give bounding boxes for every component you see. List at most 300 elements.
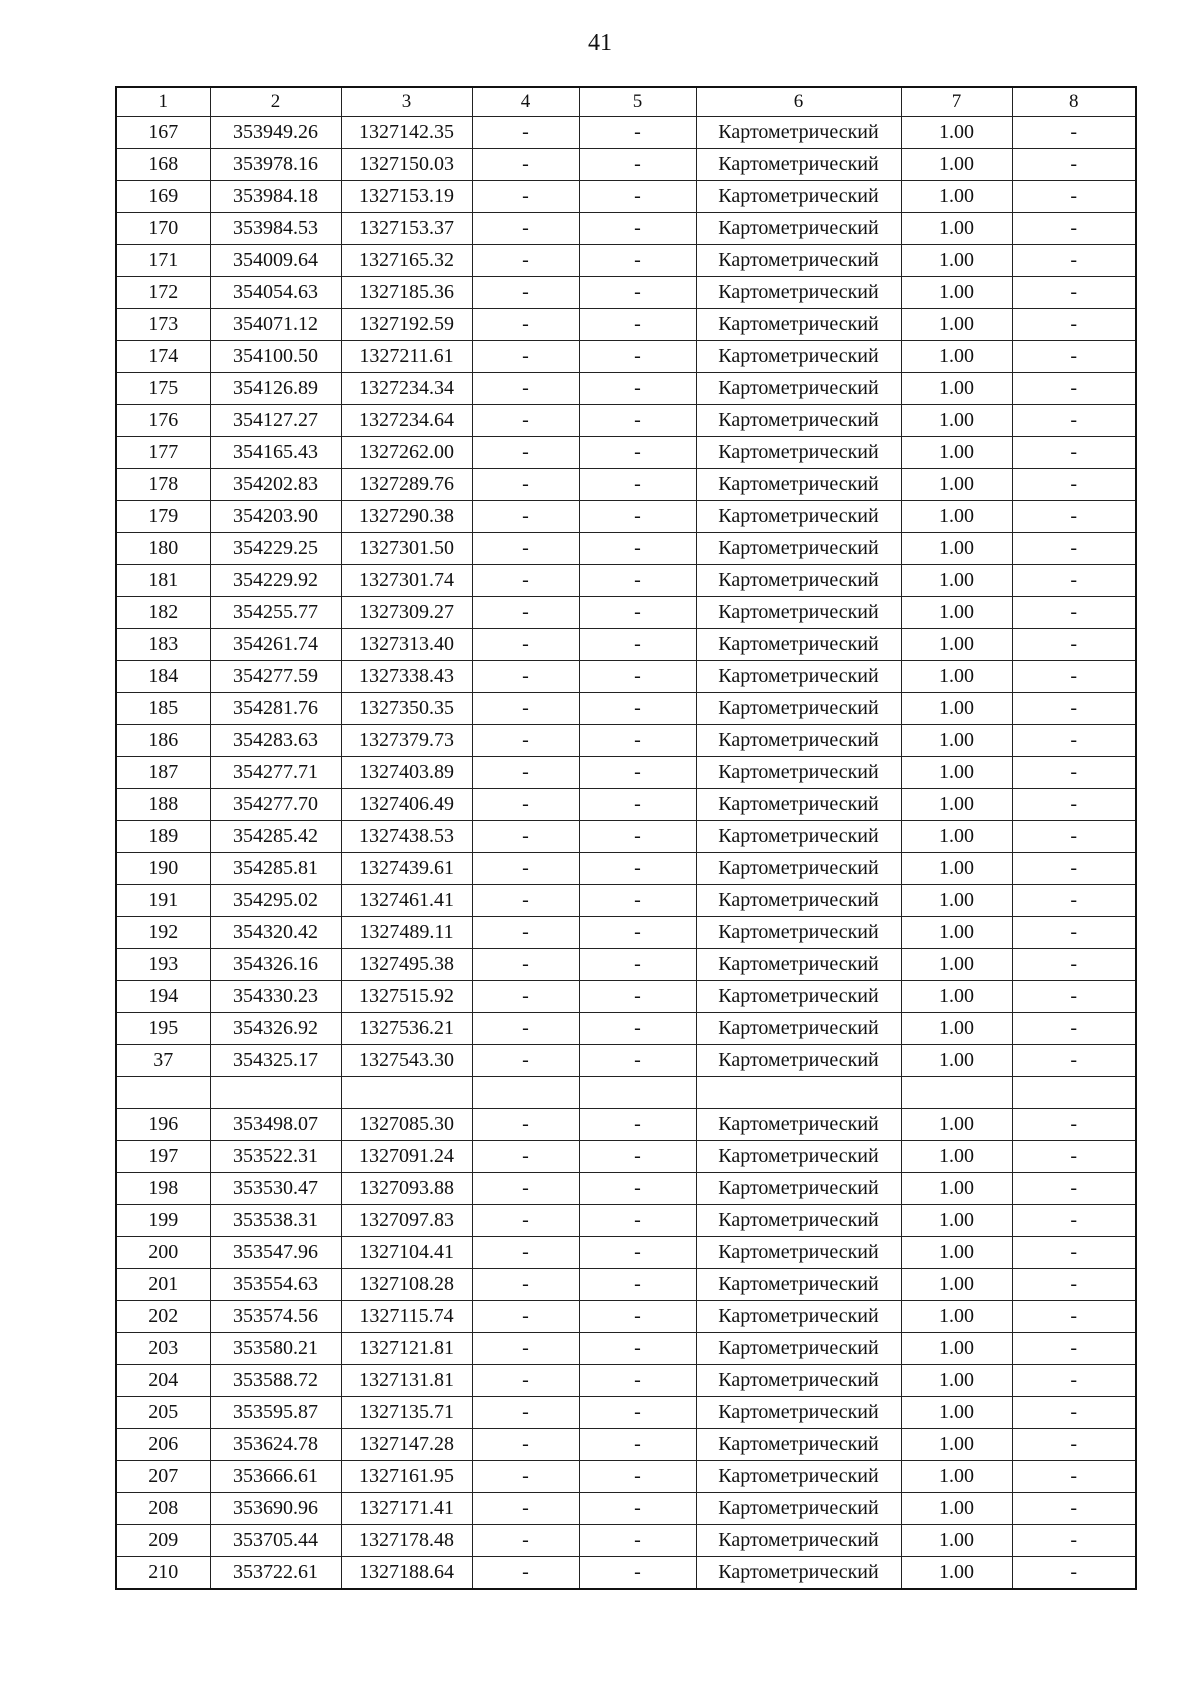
- table-row: [116, 885, 1136, 917]
- table-row: [116, 341, 1136, 373]
- x-coordinate-cell: 354285.42: [210, 821, 341, 853]
- accuracy-cell: 1.00: [901, 757, 1012, 789]
- y-coordinate-cell: 1327350.35: [341, 693, 472, 725]
- col4-cell: -: [472, 1429, 579, 1461]
- x-coordinate-cell: 354165.43: [210, 437, 341, 469]
- method-cell: Картометрический: [696, 885, 901, 917]
- accuracy-cell: 1.00: [901, 885, 1012, 917]
- method-cell: Картометрический: [696, 981, 901, 1013]
- accuracy-cell: 1.00: [901, 1333, 1012, 1365]
- table-row: [116, 373, 1136, 405]
- col4-cell: -: [472, 1525, 579, 1557]
- y-coordinate-cell: 1327085.30: [341, 1109, 472, 1141]
- point-number-cell: 177: [116, 437, 210, 469]
- col4-cell: -: [472, 469, 579, 501]
- col4-cell: -: [472, 1493, 579, 1525]
- table-row: [116, 821, 1136, 853]
- x-coordinate-cell: 354277.59: [210, 661, 341, 693]
- y-coordinate-cell: [341, 1077, 472, 1109]
- col8-cell: -: [1012, 1109, 1136, 1141]
- method-cell: Картометрический: [696, 181, 901, 213]
- point-number-cell: [116, 1077, 210, 1109]
- point-number-cell: 209: [116, 1525, 210, 1557]
- accuracy-cell: 1.00: [901, 1269, 1012, 1301]
- y-coordinate-cell: 1327185.36: [341, 277, 472, 309]
- point-number-cell: 169: [116, 181, 210, 213]
- col4-cell: -: [472, 917, 579, 949]
- point-number-cell: 195: [116, 1013, 210, 1045]
- method-cell: Картометрический: [696, 1013, 901, 1045]
- method-cell: Картометрический: [696, 1301, 901, 1333]
- table-row: [116, 277, 1136, 309]
- col4-cell: -: [472, 1141, 579, 1173]
- point-number-cell: 167: [116, 117, 210, 149]
- accuracy-cell: 1.00: [901, 1365, 1012, 1397]
- method-cell: Картометрический: [696, 1109, 901, 1141]
- method-cell: Картометрический: [696, 1141, 901, 1173]
- table-row: [116, 597, 1136, 629]
- point-number-cell: 198: [116, 1173, 210, 1205]
- point-number-cell: 197: [116, 1141, 210, 1173]
- table-row: [116, 181, 1136, 213]
- accuracy-cell: 1.00: [901, 1173, 1012, 1205]
- col4-cell: -: [472, 1013, 579, 1045]
- method-cell: Картометрический: [696, 245, 901, 277]
- col8-cell: [1012, 1077, 1136, 1109]
- x-coordinate-cell: 354054.63: [210, 277, 341, 309]
- col8-cell: -: [1012, 341, 1136, 373]
- method-cell: Картометрический: [696, 437, 901, 469]
- table-row: [116, 853, 1136, 885]
- method-cell: Картометрический: [696, 1397, 901, 1429]
- col4-cell: -: [472, 725, 579, 757]
- col5-cell: -: [579, 341, 696, 373]
- col8-cell: -: [1012, 789, 1136, 821]
- col5-cell: -: [579, 277, 696, 309]
- col5-cell: -: [579, 1173, 696, 1205]
- method-cell: Картометрический: [696, 341, 901, 373]
- col4-cell: -: [472, 181, 579, 213]
- col8-cell: -: [1012, 597, 1136, 629]
- point-number-cell: 210: [116, 1557, 210, 1590]
- x-coordinate-cell: 353978.16: [210, 149, 341, 181]
- accuracy-cell: 1.00: [901, 1397, 1012, 1429]
- col4-cell: -: [472, 1333, 579, 1365]
- accuracy-cell: 1.00: [901, 853, 1012, 885]
- col8-cell: -: [1012, 1269, 1136, 1301]
- table-row: [116, 1205, 1136, 1237]
- method-cell: Картометрический: [696, 853, 901, 885]
- col5-cell: -: [579, 853, 696, 885]
- col4-cell: -: [472, 789, 579, 821]
- point-number-cell: 175: [116, 373, 210, 405]
- col4-cell: -: [472, 1237, 579, 1269]
- accuracy-cell: 1.00: [901, 469, 1012, 501]
- method-cell: Картометрический: [696, 1269, 901, 1301]
- y-coordinate-cell: 1327403.89: [341, 757, 472, 789]
- column-header: 2: [210, 87, 341, 117]
- col4-cell: -: [472, 117, 579, 149]
- col5-cell: -: [579, 1525, 696, 1557]
- table-row: [116, 565, 1136, 597]
- accuracy-cell: 1.00: [901, 373, 1012, 405]
- col4-cell: -: [472, 853, 579, 885]
- col8-cell: -: [1012, 1301, 1136, 1333]
- method-cell: Картометрический: [696, 1429, 901, 1461]
- col8-cell: -: [1012, 1205, 1136, 1237]
- accuracy-cell: 1.00: [901, 661, 1012, 693]
- col8-cell: -: [1012, 213, 1136, 245]
- col5-cell: -: [579, 1045, 696, 1077]
- accuracy-cell: 1.00: [901, 501, 1012, 533]
- column-header: 4: [472, 87, 579, 117]
- col4-cell: -: [472, 213, 579, 245]
- col5-cell: -: [579, 629, 696, 661]
- col8-cell: -: [1012, 949, 1136, 981]
- col8-cell: -: [1012, 277, 1136, 309]
- method-cell: Картометрический: [696, 149, 901, 181]
- table-row: [116, 981, 1136, 1013]
- col5-cell: -: [579, 117, 696, 149]
- method-cell: Картометрический: [696, 469, 901, 501]
- col5-cell: -: [579, 469, 696, 501]
- accuracy-cell: 1.00: [901, 1013, 1012, 1045]
- column-header: 3: [341, 87, 472, 117]
- method-cell: Картометрический: [696, 629, 901, 661]
- col4-cell: -: [472, 1173, 579, 1205]
- accuracy-cell: 1.00: [901, 725, 1012, 757]
- y-coordinate-cell: 1327171.41: [341, 1493, 472, 1525]
- accuracy-cell: 1.00: [901, 341, 1012, 373]
- col4-cell: -: [472, 405, 579, 437]
- x-coordinate-cell: 353522.31: [210, 1141, 341, 1173]
- y-coordinate-cell: 1327515.92: [341, 981, 472, 1013]
- accuracy-cell: 1.00: [901, 917, 1012, 949]
- method-cell: Картометрический: [696, 949, 901, 981]
- x-coordinate-cell: 354281.76: [210, 693, 341, 725]
- col4-cell: -: [472, 1301, 579, 1333]
- method-cell: Картометрический: [696, 1173, 901, 1205]
- column-header: 7: [901, 87, 1012, 117]
- table-row: [116, 1429, 1136, 1461]
- col4-cell: -: [472, 245, 579, 277]
- col8-cell: -: [1012, 693, 1136, 725]
- y-coordinate-cell: 1327178.48: [341, 1525, 472, 1557]
- col5-cell: -: [579, 661, 696, 693]
- col8-cell: -: [1012, 821, 1136, 853]
- col8-cell: -: [1012, 181, 1136, 213]
- col5-cell: -: [579, 789, 696, 821]
- method-cell: Картометрический: [696, 693, 901, 725]
- y-coordinate-cell: 1327461.41: [341, 885, 472, 917]
- x-coordinate-cell: 354320.42: [210, 917, 341, 949]
- method-cell: [696, 1077, 901, 1109]
- method-cell: Картометрический: [696, 789, 901, 821]
- point-number-cell: 171: [116, 245, 210, 277]
- col8-cell: -: [1012, 725, 1136, 757]
- table-row: [116, 661, 1136, 693]
- method-cell: Картометрический: [696, 117, 901, 149]
- col8-cell: -: [1012, 245, 1136, 277]
- col4-cell: -: [472, 1365, 579, 1397]
- col5-cell: -: [579, 949, 696, 981]
- col4-cell: -: [472, 1557, 579, 1590]
- accuracy-cell: 1.00: [901, 1429, 1012, 1461]
- column-header: 6: [696, 87, 901, 117]
- x-coordinate-cell: 354127.27: [210, 405, 341, 437]
- y-coordinate-cell: 1327093.88: [341, 1173, 472, 1205]
- point-number-cell: 170: [116, 213, 210, 245]
- col4-cell: -: [472, 757, 579, 789]
- col8-cell: -: [1012, 629, 1136, 661]
- y-coordinate-cell: 1327309.27: [341, 597, 472, 629]
- table-row: [116, 1045, 1136, 1077]
- point-number-cell: 196: [116, 1109, 210, 1141]
- col4-cell: -: [472, 661, 579, 693]
- x-coordinate-cell: 354277.71: [210, 757, 341, 789]
- y-coordinate-cell: 1327192.59: [341, 309, 472, 341]
- col4-cell: -: [472, 1269, 579, 1301]
- col4-cell: -: [472, 885, 579, 917]
- accuracy-cell: 1.00: [901, 1141, 1012, 1173]
- x-coordinate-cell: 354330.23: [210, 981, 341, 1013]
- y-coordinate-cell: 1327188.64: [341, 1557, 472, 1590]
- col8-cell: -: [1012, 501, 1136, 533]
- table-row: [116, 1237, 1136, 1269]
- x-coordinate-cell: 354203.90: [210, 501, 341, 533]
- accuracy-cell: 1.00: [901, 533, 1012, 565]
- point-number-cell: 176: [116, 405, 210, 437]
- col8-cell: -: [1012, 661, 1136, 693]
- col4-cell: [472, 1077, 579, 1109]
- col5-cell: -: [579, 885, 696, 917]
- col5-cell: -: [579, 1301, 696, 1333]
- col5-cell: -: [579, 757, 696, 789]
- x-coordinate-cell: 354277.70: [210, 789, 341, 821]
- col4-cell: -: [472, 1045, 579, 1077]
- col8-cell: -: [1012, 1013, 1136, 1045]
- x-coordinate-cell: 354285.81: [210, 853, 341, 885]
- method-cell: Картометрический: [696, 1365, 901, 1397]
- accuracy-cell: 1.00: [901, 949, 1012, 981]
- table-row: [116, 1333, 1136, 1365]
- y-coordinate-cell: 1327121.81: [341, 1333, 472, 1365]
- y-coordinate-cell: 1327406.49: [341, 789, 472, 821]
- y-coordinate-cell: 1327234.64: [341, 405, 472, 437]
- y-coordinate-cell: 1327439.61: [341, 853, 472, 885]
- x-coordinate-cell: 353722.61: [210, 1557, 341, 1590]
- table-row: [116, 1461, 1136, 1493]
- x-coordinate-cell: 353574.56: [210, 1301, 341, 1333]
- point-number-cell: 178: [116, 469, 210, 501]
- col8-cell: -: [1012, 373, 1136, 405]
- accuracy-cell: 1.00: [901, 789, 1012, 821]
- method-cell: Картометрический: [696, 277, 901, 309]
- col5-cell: -: [579, 1109, 696, 1141]
- y-coordinate-cell: 1327495.38: [341, 949, 472, 981]
- table-row: [116, 949, 1136, 981]
- method-cell: Картометрический: [696, 597, 901, 629]
- x-coordinate-cell: 353984.53: [210, 213, 341, 245]
- table-row: [116, 149, 1136, 181]
- x-coordinate-cell: 353530.47: [210, 1173, 341, 1205]
- x-coordinate-cell: 354229.92: [210, 565, 341, 597]
- point-number-cell: 208: [116, 1493, 210, 1525]
- table-row: [116, 1525, 1136, 1557]
- col4-cell: -: [472, 1205, 579, 1237]
- col5-cell: -: [579, 693, 696, 725]
- point-number-cell: 186: [116, 725, 210, 757]
- method-cell: Картометрический: [696, 373, 901, 405]
- col5-cell: -: [579, 213, 696, 245]
- y-coordinate-cell: 1327211.61: [341, 341, 472, 373]
- table-row: [116, 1365, 1136, 1397]
- col5-cell: -: [579, 565, 696, 597]
- table-row: [116, 757, 1136, 789]
- col8-cell: -: [1012, 469, 1136, 501]
- accuracy-cell: 1.00: [901, 1045, 1012, 1077]
- table-row: [116, 501, 1136, 533]
- y-coordinate-cell: 1327097.83: [341, 1205, 472, 1237]
- point-number-cell: 200: [116, 1237, 210, 1269]
- col5-cell: -: [579, 917, 696, 949]
- col5-cell: -: [579, 1365, 696, 1397]
- point-number-cell: 179: [116, 501, 210, 533]
- col8-cell: -: [1012, 1493, 1136, 1525]
- col4-cell: -: [472, 821, 579, 853]
- x-coordinate-cell: 353547.96: [210, 1237, 341, 1269]
- x-coordinate-cell: 353580.21: [210, 1333, 341, 1365]
- y-coordinate-cell: 1327135.71: [341, 1397, 472, 1429]
- y-coordinate-cell: 1327091.24: [341, 1141, 472, 1173]
- x-coordinate-cell: 354202.83: [210, 469, 341, 501]
- col4-cell: -: [472, 309, 579, 341]
- col8-cell: -: [1012, 533, 1136, 565]
- y-coordinate-cell: 1327536.21: [341, 1013, 472, 1045]
- table-row: [116, 1397, 1136, 1429]
- point-number-cell: 193: [116, 949, 210, 981]
- x-coordinate-cell: 353595.87: [210, 1397, 341, 1429]
- x-coordinate-cell: 353949.26: [210, 117, 341, 149]
- point-number-cell: 168: [116, 149, 210, 181]
- x-coordinate-cell: 354295.02: [210, 885, 341, 917]
- table-row: [116, 533, 1136, 565]
- point-number-cell: 37: [116, 1045, 210, 1077]
- col8-cell: -: [1012, 437, 1136, 469]
- x-coordinate-cell: 353554.63: [210, 1269, 341, 1301]
- point-number-cell: 203: [116, 1333, 210, 1365]
- table-row: [116, 117, 1136, 149]
- method-cell: Картометрический: [696, 1461, 901, 1493]
- col4-cell: -: [472, 533, 579, 565]
- y-coordinate-cell: 1327142.35: [341, 117, 472, 149]
- table-row: [116, 1013, 1136, 1045]
- y-coordinate-cell: 1327290.38: [341, 501, 472, 533]
- point-number-cell: 204: [116, 1365, 210, 1397]
- point-number-cell: 181: [116, 565, 210, 597]
- x-coordinate-cell: 354071.12: [210, 309, 341, 341]
- y-coordinate-cell: 1327161.95: [341, 1461, 472, 1493]
- y-coordinate-cell: 1327150.03: [341, 149, 472, 181]
- method-cell: Картометрический: [696, 1525, 901, 1557]
- table-row: [116, 629, 1136, 661]
- col5-cell: -: [579, 1397, 696, 1429]
- accuracy-cell: 1.00: [901, 117, 1012, 149]
- col8-cell: -: [1012, 917, 1136, 949]
- table-row: [116, 309, 1136, 341]
- col8-cell: -: [1012, 309, 1136, 341]
- col4-cell: -: [472, 149, 579, 181]
- col8-cell: -: [1012, 1557, 1136, 1590]
- accuracy-cell: 1.00: [901, 181, 1012, 213]
- y-coordinate-cell: 1327338.43: [341, 661, 472, 693]
- y-coordinate-cell: 1327147.28: [341, 1429, 472, 1461]
- col8-cell: -: [1012, 565, 1136, 597]
- col8-cell: -: [1012, 1461, 1136, 1493]
- point-number-cell: 189: [116, 821, 210, 853]
- table-row: [116, 1109, 1136, 1141]
- y-coordinate-cell: 1327289.76: [341, 469, 472, 501]
- col5-cell: -: [579, 501, 696, 533]
- y-coordinate-cell: 1327153.37: [341, 213, 472, 245]
- x-coordinate-cell: 354229.25: [210, 533, 341, 565]
- col5-cell: -: [579, 149, 696, 181]
- col5-cell: -: [579, 437, 696, 469]
- col5-cell: -: [579, 597, 696, 629]
- x-coordinate-cell: 353588.72: [210, 1365, 341, 1397]
- table-row: [116, 245, 1136, 277]
- x-coordinate-cell: 353705.44: [210, 1525, 341, 1557]
- y-coordinate-cell: 1327153.19: [341, 181, 472, 213]
- method-cell: Картометрический: [696, 213, 901, 245]
- col8-cell: -: [1012, 1173, 1136, 1205]
- x-coordinate-cell: 354326.16: [210, 949, 341, 981]
- method-cell: Картометрический: [696, 533, 901, 565]
- method-cell: Картометрический: [696, 1333, 901, 1365]
- accuracy-cell: 1.00: [901, 565, 1012, 597]
- table-row: [116, 917, 1136, 949]
- point-number-cell: 201: [116, 1269, 210, 1301]
- col8-cell: -: [1012, 1237, 1136, 1269]
- col5-cell: -: [579, 1269, 696, 1301]
- method-cell: Картометрический: [696, 501, 901, 533]
- method-cell: Картометрический: [696, 1237, 901, 1269]
- x-coordinate-cell: 354100.50: [210, 341, 341, 373]
- col8-cell: -: [1012, 149, 1136, 181]
- x-coordinate-cell: 353690.96: [210, 1493, 341, 1525]
- x-coordinate-cell: 354283.63: [210, 725, 341, 757]
- table-row: [116, 437, 1136, 469]
- table-header-row: [116, 87, 1136, 117]
- accuracy-cell: 1.00: [901, 277, 1012, 309]
- accuracy-cell: 1.00: [901, 309, 1012, 341]
- col8-cell: -: [1012, 853, 1136, 885]
- col5-cell: -: [579, 373, 696, 405]
- table-row: [116, 1269, 1136, 1301]
- x-coordinate-cell: 353538.31: [210, 1205, 341, 1237]
- col8-cell: -: [1012, 405, 1136, 437]
- accuracy-cell: 1.00: [901, 405, 1012, 437]
- table-row: [116, 1077, 1136, 1109]
- accuracy-cell: 1.00: [901, 1205, 1012, 1237]
- point-number-cell: 199: [116, 1205, 210, 1237]
- method-cell: Картометрический: [696, 1205, 901, 1237]
- point-number-cell: 180: [116, 533, 210, 565]
- y-coordinate-cell: 1327313.40: [341, 629, 472, 661]
- y-coordinate-cell: 1327262.00: [341, 437, 472, 469]
- col4-cell: -: [472, 277, 579, 309]
- col8-cell: -: [1012, 757, 1136, 789]
